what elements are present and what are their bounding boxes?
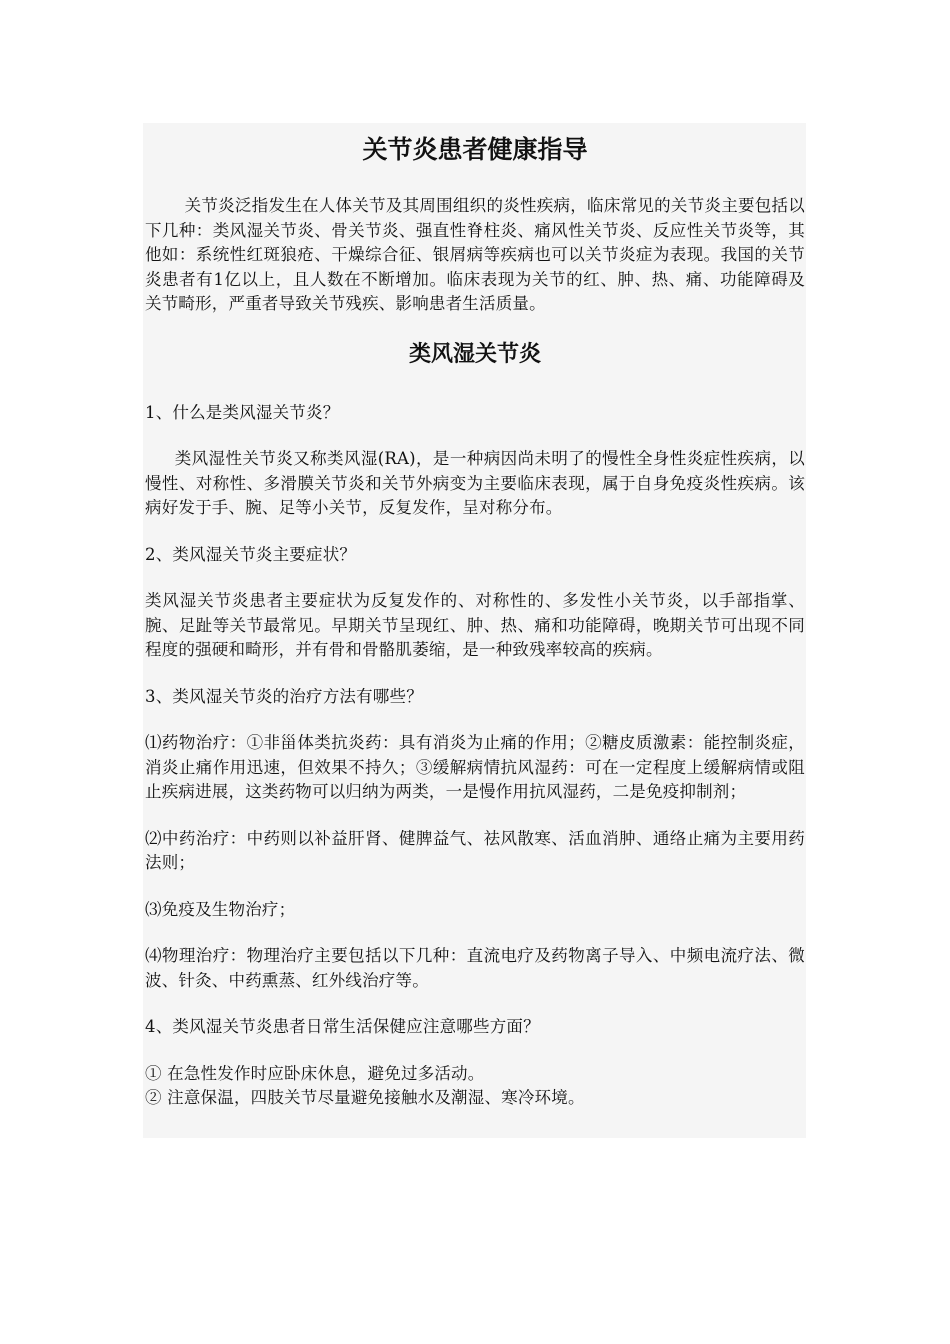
treatment-3: ⑶免疫及生物治疗； bbox=[145, 899, 296, 919]
question-3: 3、类风湿关节炎的治疗方法有哪些？ bbox=[145, 686, 423, 706]
treatment-1: ⑴药物治疗：①非甾体类抗炎药：具有消炎为止痛的作用；②糖皮质激素：能控制炎症，消炎止痛作用迅速，但效果不持久；③缓解病情抗风湿药：可在一定程度上缓解病情或阻止疾病进展，这类药物可以归纳为两类，一是慢作用抗风湿药，二是免疫抑制剂； bbox=[145, 733, 805, 801]
answer-2: 类风湿关节炎患者主要症状为反复发作的、对称性的、多发性小关节炎，以手部指掌、腕、足趾等关节最常见。早期关节呈现红、肿、热、痛和功能障碍，晚期关节可出现不同程度的强硬和畸形，并有骨和骨骼肌萎缩，是一种致残率较高的疾病。 bbox=[145, 591, 805, 659]
document-title: 关节炎患者健康指导 bbox=[362, 135, 588, 164]
intro-paragraph: 关节炎泛指发生在人体关节及其周围组织的炎性疾病，临床常见的关节炎主要包括以下几种：类风湿关节炎、骨关节炎、强直性脊柱炎、痛风性关节炎、反应性关节炎等，其他如：系统性红斑狼疮、干燥综合征、银屑病等疾病也可以关节炎症为表现。我国的关节炎患者有1亿以上，且人数在不断增加。临床表现为关节的红、肿、热、痛、功能障碍及关节畸形，严重者导致关节残疾、影响患者生活质量。 bbox=[145, 196, 805, 313]
treatment-4: ⑷物理治疗：物理治疗主要包括以下几种：直流电疗及药物离子导入、中频电流疗法、微波、针灸、中药熏蒸、红外线治疗等。 bbox=[145, 946, 805, 990]
section-title: 类风湿关节炎 bbox=[408, 341, 541, 367]
care-item-1: ① 在急性发作时应卧床休息，避免过多活动。 bbox=[145, 1063, 485, 1083]
answer-1: 类风湿性关节炎又称类风湿(RA)，是一种病因尚未明了的慢性全身性炎症性疾病，以慢性、对称性、多滑膜关节炎和关节外病变为主要临床表现，属于自身免疫炎性疾病。该病好发于手、腕、足等小关节，反复发作，呈对称分布。 bbox=[145, 449, 805, 517]
care-item-2: ② 注意保温，四肢关节尽量避免接触水及潮湿、寒冷环境。 bbox=[145, 1088, 585, 1107]
document-page bbox=[145, 130, 805, 1111]
treatment-2: ⑵中药治疗：中药则以补益肝肾、健脾益气、祛风散寒、活血消肿、通络止痛为主要用药法则； bbox=[145, 828, 805, 872]
question-4: 4、类风湿关节炎患者日常生活保健应注意哪些方面？ bbox=[145, 1017, 540, 1036]
question-1: 1、什么是类风湿关节炎？ bbox=[145, 402, 340, 422]
question-2: 2、类风湿关节炎主要症状？ bbox=[145, 544, 357, 564]
